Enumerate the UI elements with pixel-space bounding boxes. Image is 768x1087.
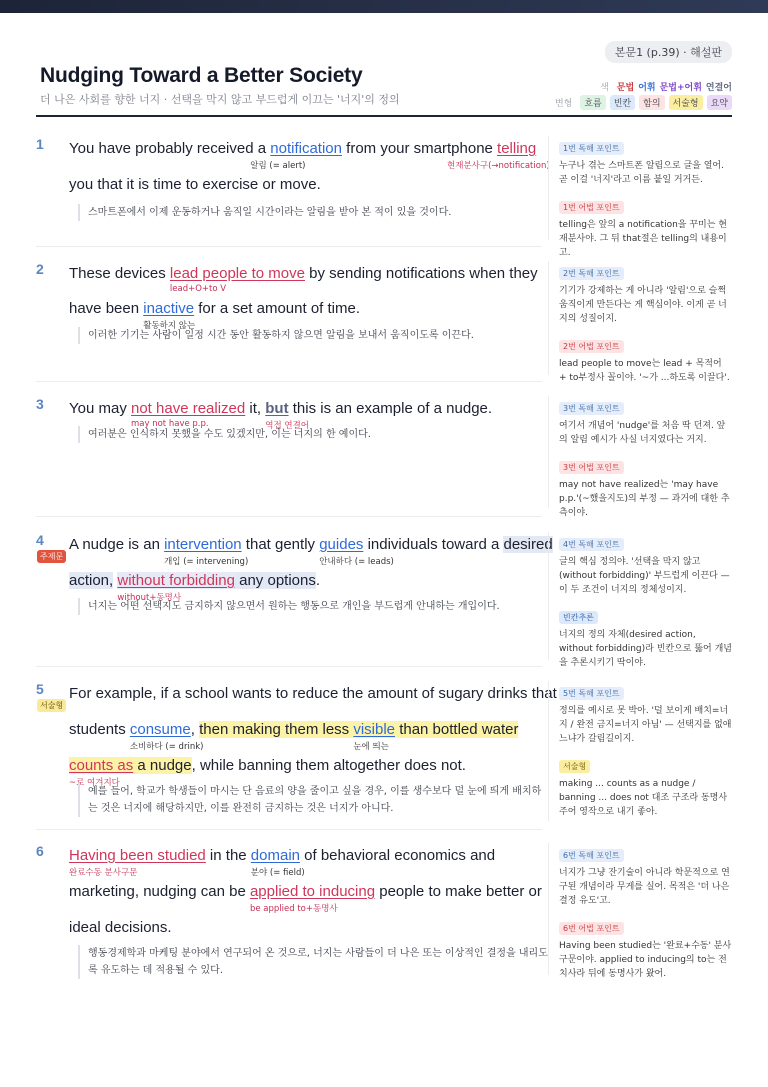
keyword-text: applied to inducing: [249, 883, 376, 900]
vocab-keyword: [129, 721, 204, 752]
section-number: 1: [36, 136, 44, 152]
blank-highlight: desired: [503, 536, 553, 553]
translation: 이러한 기기는 사람이 일정 시간 동안 활동하지 않으면 알림을 보내서 움직이도록 이끈다.: [78, 327, 548, 344]
sentence-text: A nudge is an: [69, 536, 165, 553]
grammar-keyword: [69, 757, 134, 788]
sentence-text: by sending notifications when they: [305, 265, 538, 282]
keyword-text: counts as: [69, 757, 134, 774]
grammar-keyword: [131, 400, 246, 429]
sentence-text: that gently: [241, 536, 320, 553]
sentence-text: for a set amount of time.: [194, 300, 361, 317]
vocab-note: 개입 (= intervening): [164, 557, 249, 567]
sentence-text: For example, if a school wants to reduce the amount of sugary drinks that: [69, 685, 557, 702]
sentence-line: [69, 883, 542, 914]
vocab-keyword: [319, 536, 394, 567]
grammar-keyword: [447, 140, 550, 171]
section-divider: [36, 666, 542, 667]
legend-color-label: 색: [600, 82, 609, 93]
keyword-text: notification: [270, 140, 342, 157]
section-number: 5: [36, 681, 44, 697]
grammar-note: 현재분사구(→notification): [447, 161, 550, 171]
sentence-line: [69, 265, 538, 294]
descriptive-text: making ... counts as a nudge / banning ... does not 대조 구조라 동명사 주어 영작으로 내기 좋아.: [559, 779, 728, 817]
header-rule: [36, 115, 732, 117]
section-divider: [36, 381, 542, 382]
legend-blank: 빈칸: [610, 95, 635, 110]
side-notes: [548, 136, 732, 258]
translation: 행동경제학과 마케팅 분야에서 연구되어 온 것으로, 너지는 사람들이 더 나은 또는 이상적인 결정을 내리도록 유도하는 데 적용될 수 있다.: [78, 945, 548, 979]
sentence-line: [69, 572, 321, 603]
sentence-text: it,: [245, 400, 266, 417]
vocab-keyword: [250, 847, 305, 878]
grammar-point-chip: 2번 어법 포인트: [559, 340, 624, 353]
vocab-keyword: [353, 721, 396, 752]
top-banner: [0, 0, 768, 13]
keyword-text: telling: [497, 140, 537, 157]
legend-grammar: 문법: [616, 82, 635, 93]
sentence-text: have been: [69, 300, 144, 317]
translation: 스마트폰에서 이제 운동하거나 움직일 시간이라는 알림을 받아 본 적이 있을 것이다.: [78, 204, 548, 221]
legend-row-color: [555, 79, 732, 93]
sentence-line: [69, 300, 361, 331]
side-notes: [548, 843, 732, 979]
section-5: [36, 673, 732, 829]
legend: [555, 79, 732, 111]
sentence-text: You may: [69, 400, 131, 417]
reading-point-text: 여기서 개념어 'nudge'를 처음 딱 던져. 앞의 알림 예시가 사실 너지였다는 거지.: [559, 421, 726, 445]
sentence-text: These devices: [69, 265, 170, 282]
topic-sentence-tag: 주제문: [37, 550, 66, 563]
reading-point-chip: 4번 독해 포인트: [559, 538, 624, 551]
reading-point-text: 정의를 예시로 못 박아. '덜 보이게 배치=너지 / 완전 금지=너지 아님' — 선택지를 없애느냐가 갈림길이지.: [559, 706, 732, 744]
sentence-text: .: [315, 572, 321, 589]
sentence-line: [69, 140, 550, 171]
section-divider: [36, 829, 542, 830]
sentence-line: [69, 847, 496, 878]
section-divider: [36, 516, 542, 517]
section-6: [36, 835, 732, 985]
grammar-note: 완료수동 분사구문: [69, 868, 138, 878]
section-number: 3: [36, 396, 44, 412]
grammar-point-text: lead people to move는 lead + 목적어 + to부정사 꼴이야. '~가 ...하도록 이끌다'.: [559, 359, 730, 383]
sentence-line: [69, 721, 519, 752]
reading-point-chip: 3번 독해 포인트: [559, 402, 624, 415]
grammar-point-chip: 1번 어법 포인트: [559, 201, 624, 214]
sentence-text: You have probably received a: [69, 140, 271, 157]
translation: 여러분은 인식하지 못했을 수도 있겠지만, 이는 너지의 한 예이다.: [78, 426, 548, 443]
sentence-line: [69, 176, 321, 193]
legend-implication: 함의: [639, 95, 664, 110]
reading-point-chip: 2번 독해 포인트: [559, 267, 624, 280]
grammar-point-text: may not have realized는 'may have p.p.'(~했을지도)의 부정 — 과거에 대한 추측이야.: [559, 480, 730, 518]
keyword-text: not have realized: [131, 400, 246, 417]
grammar-point-chip: 6번 어법 포인트: [559, 922, 624, 935]
keyword-text: without forbidding: [117, 572, 235, 589]
grammar-point-text: Having been studied는 '완료+수동' 분사구문이야. applied to inducing의 to는 전치사라 뒤에 동명사가 왔어.: [559, 941, 732, 979]
keyword-text: but: [265, 400, 289, 417]
sentence-line: [69, 757, 466, 788]
grammar-keyword: [249, 883, 376, 914]
blank-inference-chip: 빈칸추론: [559, 611, 598, 624]
blank-highlight: action,: [69, 572, 114, 589]
keyword-text: consume: [129, 721, 191, 738]
sentence-text: in the: [205, 847, 251, 864]
vocab-keyword: [164, 536, 249, 567]
section-divider: [36, 246, 542, 247]
section-4: [36, 524, 732, 666]
reading-point-text: 글의 핵심 정의야. '선택을 막지 않고(without forbidding)' 부드럽게 이끈다 — 이 두 조건이 너지의 정체성이지.: [559, 557, 730, 595]
descriptive-chip: 서술형: [559, 760, 590, 773]
section-3: [36, 388, 732, 516]
vocab-note: 안내하다 (= leads): [319, 557, 394, 567]
grammar-point-chip: 3번 어법 포인트: [559, 461, 624, 474]
side-notes: [548, 681, 732, 821]
sentence-text: you that it is time to exercise or move.: [69, 176, 321, 193]
section-1: [36, 128, 732, 258]
section-number: 6: [36, 843, 44, 859]
legend-summary: 요약: [707, 95, 732, 110]
connective-note: 역접 연결어: [265, 421, 310, 431]
sentence-text: this is an example of a nudge.: [288, 400, 493, 417]
legend-flow: 흐름: [580, 95, 605, 110]
vocab-note: 분야 (= field): [250, 868, 305, 878]
grammar-note: without+동명사: [117, 593, 182, 603]
keyword-text: lead people to move: [169, 265, 305, 282]
grammar-keyword: [169, 265, 305, 294]
keyword-text: domain: [250, 847, 300, 864]
sentence-line: [69, 685, 557, 702]
keyword-text: inactive: [143, 300, 195, 317]
grammar-keyword: [117, 572, 235, 603]
sentence-text: of behavioral economics and: [300, 847, 496, 864]
grammar-point-text: telling은 앞의 a notification을 꾸미는 현재분사야. 그 뒤 that절은 telling의 내용이고.: [559, 220, 727, 258]
page-subtitle: 더 나은 사회를 향한 너지 · 선택을 막지 않고 부드럽게 이끄는 '너지'의 정의: [40, 93, 400, 106]
vocab-keyword: [143, 300, 196, 331]
side-notes: [548, 532, 732, 668]
grammar-note: lead+O+to V: [169, 284, 227, 294]
vocab-note: 눈에 띄는: [353, 742, 389, 752]
page-tag: 본문1 (p.39) · 해설판: [605, 41, 732, 63]
vocab-note: 활동하지 않는: [143, 321, 196, 331]
grammar-note: may not have p.p.: [131, 419, 209, 429]
grammar-note: be applied to+동명사: [249, 904, 338, 914]
descriptive-highlight: a nudge: [133, 757, 192, 774]
reading-point-chip: 6번 독해 포인트: [559, 849, 624, 862]
descriptive-highlight: then making them less: [199, 721, 354, 738]
sentence-text: ideal decisions.: [69, 919, 172, 936]
keyword-text: Having been studied: [69, 847, 206, 864]
reading-point-text: 기기가 강제하는 게 아니라 '알림'으로 슬쩍 움직이게 만든다는 게 핵심이야. 이게 곧 너지의 성질이지.: [559, 286, 727, 324]
blank-highlight: any options: [234, 572, 316, 589]
sentence-line: [69, 919, 172, 936]
sentence-text: , while banning them altogether does not.: [191, 757, 466, 774]
translation: 너지는 어떤 선택지도 금지하지 않으면서 원하는 행동으로 개인을 부드럽게 안내하는 개입이다.: [78, 598, 548, 615]
reading-point-chip: 1번 독해 포인트: [559, 142, 624, 155]
section-number: 4: [36, 532, 44, 548]
keyword-text: intervention: [164, 536, 242, 553]
reading-point-text: 너지가 그냥 잔기술이 아니라 학문적으로 연구된 개념이라 무게를 실어. 목적은 '더 나은 결정 유도'고.: [559, 868, 730, 906]
descriptive-tag: 서술형: [37, 699, 66, 712]
side-notes: [548, 261, 732, 383]
side-notes: [548, 396, 732, 518]
descriptive-highlight: than bottled water: [395, 721, 519, 738]
keyword-text: visible: [353, 721, 396, 738]
sentence-line: [69, 536, 553, 567]
page-title: Nudging Toward a Better Society: [40, 64, 363, 87]
vocab-keyword: [250, 140, 342, 171]
legend-row-variant: [555, 95, 732, 109]
sentence-text: individuals toward a: [363, 536, 504, 553]
legend-connective: 연결어: [705, 82, 732, 93]
vocab-note: 소비하다 (= drink): [129, 742, 204, 752]
blank-inference-text: 너지의 정의 자체(desired action, without forbidding)라 빈칸으로 뚫어 개념을 추론시키기 딱이야.: [559, 630, 732, 668]
section-2: [36, 253, 732, 381]
grammar-keyword: [69, 847, 206, 878]
sentence-text: from your smartphone: [341, 140, 498, 157]
sentence-text: ,: [190, 721, 200, 738]
reading-point-chip: 5번 독해 포인트: [559, 687, 624, 700]
translation: 예를 들어, 학교가 학생들이 마시는 단 음료의 양을 줄이고 싶을 경우, 이를 생수보다 덜 눈에 띄게 배치하는 것은 너지에 해당하지만, 이를 완전히 금지하는 것은 너지가 아니다.: [78, 783, 548, 817]
reading-point-text: 누구나 겪는 스마트폰 알림으로 글을 열어. 곧 이걸 '너지'라고 이름 붙일 거거든.: [559, 161, 724, 185]
legend-variant-label: 변형: [554, 98, 573, 109]
sentence-text: people to make better or: [375, 883, 542, 900]
legend-vocab: 어휘: [638, 82, 656, 93]
legend-grammar-vocab: 문법+어휘: [659, 82, 702, 93]
legend-descriptive: 서술형: [669, 95, 703, 110]
vocab-note: 알림 (= alert): [250, 161, 306, 171]
grammar-note: ~로 여겨지다: [69, 778, 120, 788]
sentence-line: [69, 400, 493, 431]
connective-keyword: [265, 400, 310, 431]
keyword-text: guides: [319, 536, 364, 553]
sentence-text: marketing, nudging can be: [69, 883, 250, 900]
section-number: 2: [36, 261, 44, 277]
sentence-text: students: [69, 721, 130, 738]
